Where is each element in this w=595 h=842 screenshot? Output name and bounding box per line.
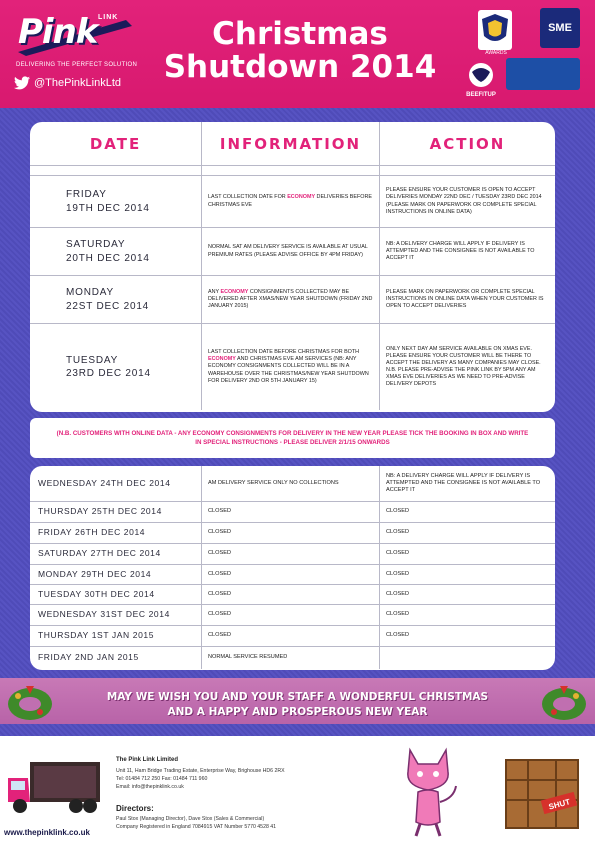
info-cell: CLOSED bbox=[202, 565, 380, 584]
company-phone: Tel: 01484 712 250 Fax: 01484 711 960 bbox=[116, 776, 208, 783]
info-cell: CLOSED bbox=[202, 626, 380, 646]
action-cell: NB: A DELIVERY CHARGE WILL APPLY IF DELIVERY IS ATTEMPTED AND THE CONSIGNEE IS NOT AVAILABLE TO ACCEPT IT bbox=[386, 240, 535, 261]
action-cell: CLOSED bbox=[386, 508, 410, 515]
schedule-table-1 bbox=[30, 122, 555, 412]
info-text: ANY bbox=[208, 288, 221, 295]
christmas-wreath-icon bbox=[540, 682, 588, 722]
column-header-information: INFORMATION bbox=[202, 122, 380, 165]
info-cell: CLOSED bbox=[202, 544, 380, 564]
date-label: 19TH DEC 2014 bbox=[66, 202, 150, 214]
awards-badge-text: AWARDS bbox=[485, 50, 507, 56]
table-row bbox=[30, 228, 555, 276]
info-highlight: ECONOMY bbox=[287, 194, 316, 201]
company-email[interactable]: Email: info@thepinklink.co.uk bbox=[116, 784, 184, 791]
date-label: 22ST DEC 2014 bbox=[66, 300, 150, 312]
action-cell: CLOSED bbox=[386, 529, 410, 536]
table-row bbox=[30, 523, 555, 544]
date-cell: WEDNESDAY 31ST DEC 2014 bbox=[30, 605, 202, 625]
info-cell bbox=[202, 276, 380, 323]
directors-heading: Directors: bbox=[116, 804, 154, 813]
directors-names: Paul Stox (Managing Director), Dave Stox (Sales & Commercial) bbox=[116, 816, 265, 822]
date-label: 20TH DEC 2014 bbox=[66, 252, 150, 264]
table-row bbox=[30, 544, 555, 565]
day-label: TUESDAY bbox=[66, 354, 119, 366]
action-cell: CLOSED bbox=[386, 570, 410, 577]
date-cell bbox=[30, 228, 202, 275]
info-text: CONSIGNMENTS COLLECTED MAY BE DELIVERED AFTER XMAS/NEW YEAR SHUTDOWN (FRIDAY 2ND JANUARY 2015) bbox=[208, 288, 373, 309]
title-line-1: Christmas bbox=[212, 16, 388, 52]
beefitup-logo bbox=[466, 60, 496, 90]
date-cell: THURSDAY 1ST JAN 2015 bbox=[30, 626, 202, 646]
day-label: SATURDAY bbox=[66, 239, 126, 250]
action-cell: NB: A DELIVERY CHARGE WILL APPLY IF DELIVERY IS ATTEMPTED AND THE CONSIGNEE IS NOT AVAILABLE TO ACCEPT IT bbox=[386, 472, 541, 494]
shield-icon bbox=[478, 10, 512, 50]
twitter-handle: @ThePinkLinkLtd bbox=[34, 77, 121, 89]
info-cell: CLOSED bbox=[202, 502, 380, 522]
day-label: FRIDAY bbox=[66, 189, 107, 200]
table-row bbox=[30, 176, 555, 228]
table-row bbox=[30, 565, 555, 585]
date-cell: TUESDAY 30TH DEC 2014 bbox=[30, 585, 202, 604]
table-row bbox=[30, 324, 555, 410]
twitter-bird-icon bbox=[14, 76, 30, 90]
table-row bbox=[30, 276, 555, 324]
info-cell: AM DELIVERY SERVICE ONLY NO COLLECTIONS bbox=[202, 466, 380, 501]
info-cell: CLOSED bbox=[202, 605, 380, 625]
action-cell: ONLY NEXT DAY AM SERVICE AVAILABLE ON XMAS EVE. PLEASE ENSURE YOUR CUSTOMER WILL BE THERE TO ACCEPT THE DELIVERY AS MANY COMPANIES MAY CLOSE. N.B. PLEASE PRE-ADVISE THE PINK LINK BY 5PM ANY AM XMAS EVE DELIVERIES AS WE NEED TO PRE-ADVISE DELIVERY DEPOTS bbox=[386, 345, 541, 388]
directors-info bbox=[116, 815, 396, 831]
action-cell: CLOSED bbox=[386, 550, 410, 557]
date-cell: WEDNESDAY 24TH DEC 2014 bbox=[30, 466, 202, 501]
delivery-truck-icon bbox=[6, 756, 102, 820]
crate-stamp-text: SHUT bbox=[547, 797, 572, 812]
online-data-notice: (N.B. CUSTOMERS WITH ONLINE DATA - ANY ECONOMY CONSIGNMENTS FOR DELIVERY IN THE NEW YEAR PLEASE TICK THE BOOKING IN BOX AND WRITE IN SPECIAL INSTRUCTIONS - PLEASE DELIVER 2/1/15 ONWARDS bbox=[30, 418, 555, 458]
action-cell: PLEASE ENSURE YOUR CUSTOMER IS OPEN TO ACCEPT DELIVERIES MONDAY 22ND DEC / TUESDAY 23RD DEC 2014 (PLEASE MARK ON PAPERWORK OR COMPLETE SPECIAL INSTRUCTIONS IN ONLINE DATA) bbox=[386, 187, 542, 215]
greeting-message bbox=[60, 690, 535, 719]
info-cell: CLOSED bbox=[202, 585, 380, 604]
greeting-line-2: AND A HAPPY AND PROSPEROUS NEW YEAR bbox=[167, 705, 428, 718]
tagline: DELIVERING THE PERFECT SOLUTION bbox=[16, 62, 138, 68]
date-cell: MONDAY 29TH DEC 2014 bbox=[30, 565, 202, 584]
twitter-link[interactable] bbox=[14, 76, 121, 90]
page-title bbox=[140, 18, 460, 83]
info-cell: NORMAL SAT AM DELIVERY SERVICE IS AVAILABLE AT USUAL PREMIUM RATES (PLEASE ADVISE OFFICE BY 4PM FRIDAY) bbox=[202, 228, 380, 275]
action-cell bbox=[380, 647, 555, 669]
greeting-line-1: MAY WE WISH YOU AND YOUR STAFF A WONDERFUL CHRISTMAS bbox=[106, 691, 489, 703]
date-cell: FRIDAY 2ND JAN 2015 bbox=[30, 647, 202, 669]
table-row bbox=[30, 605, 555, 626]
table-spacer bbox=[30, 166, 555, 176]
logo-wordmark: Pink bbox=[18, 12, 98, 52]
info-text: AND CHRISTMAS EVE AM SERVICES (NB: ANY ECONOMY CONSIGNMENTS COLLECTED WILL BE IN A WAREHOUSE OVER THE CHRISTMAS/NEW YEAR SHUTDOWN FOR DELIVERY 2ND OR 5TH JANUARY 15) bbox=[208, 356, 369, 384]
table-header-row bbox=[30, 122, 555, 166]
column-header-action: ACTION bbox=[429, 134, 506, 153]
award-banner-badge bbox=[506, 58, 580, 90]
info-cell bbox=[202, 176, 380, 227]
beefitup-text: BEEFITUP bbox=[466, 92, 496, 98]
sme-badge-text: SME bbox=[548, 22, 572, 34]
date-cell bbox=[30, 276, 202, 323]
title-line-2: Shutdown 2014 bbox=[163, 48, 437, 85]
logo-link-text: LINK bbox=[98, 14, 119, 21]
date-cell bbox=[30, 324, 202, 410]
date-label: 23RD DEC 2014 bbox=[66, 368, 151, 379]
shipping-crate-icon bbox=[500, 750, 584, 834]
day-label: MONDAY bbox=[66, 287, 114, 298]
table-row bbox=[30, 585, 555, 605]
action-cell: CLOSED bbox=[386, 632, 410, 639]
table-row bbox=[30, 502, 555, 523]
action-cell: CLOSED bbox=[386, 590, 410, 597]
table-row bbox=[30, 647, 555, 669]
date-cell: FRIDAY 26TH DEC 2014 bbox=[30, 523, 202, 543]
date-cell: SATURDAY 27TH DEC 2014 bbox=[30, 544, 202, 564]
info-text: LAST COLLECTION DATE FOR bbox=[208, 194, 288, 201]
bull-head-icon bbox=[466, 60, 496, 90]
date-cell bbox=[30, 176, 202, 227]
info-highlight: ECONOMY bbox=[208, 356, 236, 363]
table-row bbox=[30, 466, 555, 502]
pink-cat-mascot-icon bbox=[396, 742, 460, 840]
info-cell bbox=[202, 324, 380, 410]
info-text: DELIVERIES BEFORE CHRISTMAS EVE bbox=[208, 194, 372, 208]
company-contact bbox=[116, 767, 366, 791]
award-shield-badge bbox=[478, 10, 512, 50]
table-row bbox=[30, 626, 555, 647]
column-header-date: DATE bbox=[30, 122, 202, 165]
company-address: Unit 11, Ham Bridge Trading Estate, Enterprise Way, Brighouse HD6 2RX bbox=[116, 768, 285, 774]
company-name: The Pink Link Limited bbox=[116, 757, 179, 763]
schedule-table-2 bbox=[30, 466, 555, 670]
info-cell: CLOSED bbox=[202, 523, 380, 543]
date-cell: THURSDAY 25TH DEC 2014 bbox=[30, 502, 202, 522]
action-cell: CLOSED bbox=[386, 611, 410, 618]
website-link[interactable]: www.thepinklink.co.uk bbox=[4, 828, 90, 837]
christmas-wreath-icon bbox=[6, 682, 54, 722]
info-text: LAST COLLECTION DATE BEFORE CHRISTMAS FOR BOTH bbox=[208, 349, 360, 356]
action-cell: PLEASE MARK ON PAPERWORK OR COMPLETE SPECIAL INSTRUCTIONS IN ONLINE DATA WHEN YOUR CUSTOMER IS OPEN TO ACCEPT DELIVERIES bbox=[386, 288, 544, 309]
info-highlight: ECONOMY bbox=[220, 288, 249, 295]
info-cell: NORMAL SERVICE RESUMED bbox=[202, 647, 380, 669]
company-registration: Company Registered in England 7084915 VAT Number 5770 4528 41 bbox=[116, 824, 277, 831]
